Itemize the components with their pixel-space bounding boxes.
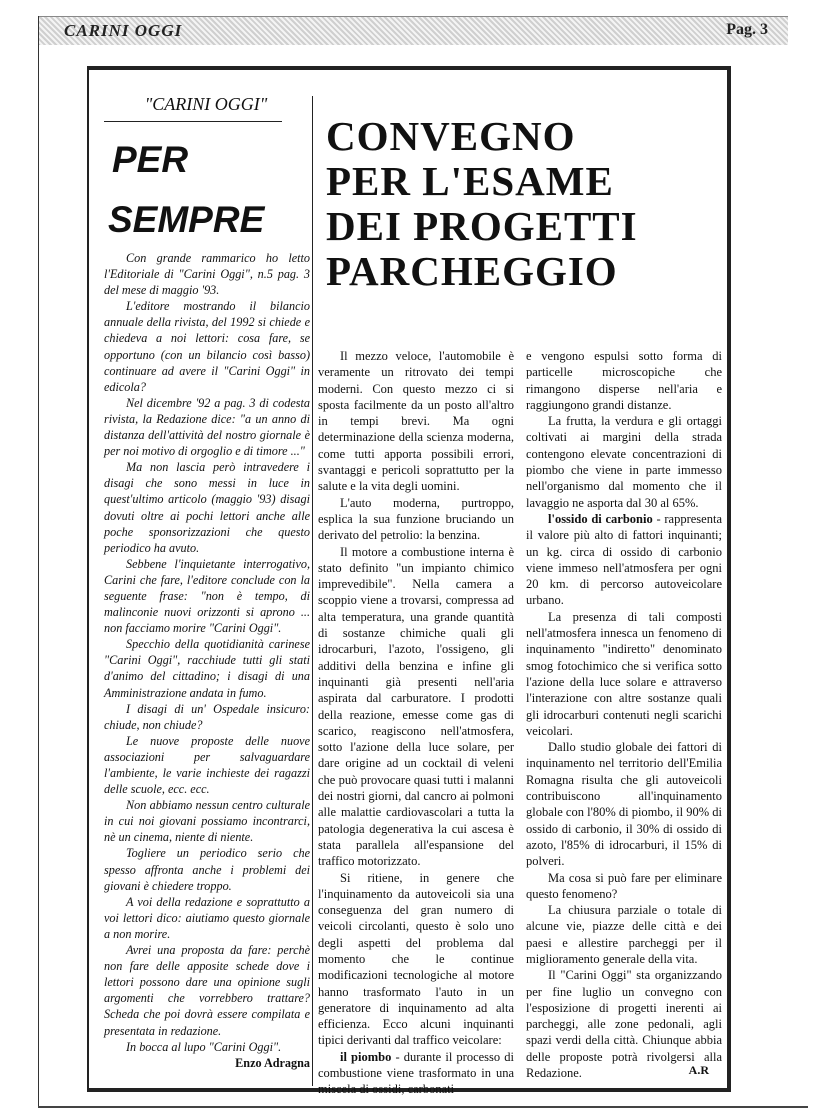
article-paragraph: Dallo studio globale dei fattori di inquinamento nel territorio dell'Emilia Romagna risulta che gli autoveicoli contribuiscono all'inquinamento globale con l'80% di piombo, il 90% di ossido di carbonio, il 30% di ossido di azoto, l'85% di idrocarburi, il 15% di polveri. <box>526 740 722 869</box>
ossido-label: l'ossido di carbonio <box>548 511 653 526</box>
page-header <box>38 16 788 45</box>
letter-body <box>104 250 310 1071</box>
article-paragraph: La frutta, la verdura e gli ortaggi coltivati ai margini della strada contengono elevate concentrazioni di piombo che viene in parte immesso nell'organismo dal momento che il lavaggio ne asporta dal 30 al 65%. <box>526 414 722 510</box>
ossido-text: - rappresenta il valore più alto di fattori inquinanti; un kg. circa di ossido di carbonio viene immeso nell'atmosfera per ogni 20 km. di percorso autoveicolare urbano. <box>526 511 722 608</box>
article-paragraph: Ma cosa si può fare per eliminare questo fenomeno? <box>526 870 722 901</box>
letter-paragraph: A voi della redazione e soprattutto a voi lettori dico: aiutiamo questo giornale a non morire. <box>104 894 310 941</box>
article-paragraph: La chiusura parziale o totale di alcune vie, piazze delle città e dei paesi e allestire parcheggi per il miglioramento generale della vita. <box>526 903 722 966</box>
left-column-kicker-wrap <box>104 92 308 116</box>
piombo-text: - durante il processo di combustione viene trasformato in una miscela di ossidi, carbonati <box>318 1049 514 1097</box>
article-paragraph: Il motore a combustione interna è stato definito "un impianto chimico imprevedibile". Nella camera a scoppio viene a trovarsi, compressa ad alta temperatura, una grande quantità di sostanze chimiche quali gli idrocarburi, l'azoto, l'ossigeno, gli additivi della benzina e infine gli inquinanti già presenti nell'aria aspirata dal carburatore. I prodotti della reazione, emesse come gas di scarico, reagiscono nell'atmosfera, sotto l'azione della luce solare, per dare origine ad un cocktail di veleni che può provocare quasi tutti i malanni dei nostri giorni, dal cancro ai polmoni alle malattie cardiovascolari a tutta la patologia degenerativa la cui ascesa è stata parallela all'espansione del traffico motorizzato. <box>318 544 514 869</box>
article-column-middle <box>318 348 514 1098</box>
bottom-line <box>38 1106 808 1108</box>
letter-paragraph: In bocca al lupo "Carini Oggi". <box>126 1039 282 1054</box>
article-paragraph: Il "Carini Oggi" sta organizzando per fine luglio un convegno con l'esposizione di progetti inerenti ai parcheggi, alle zone pedonali, agli spazi verdi della città. Chiunque abbia delle proposte potrà rivolgersi alla Redazione. <box>526 968 722 1081</box>
letter-paragraph: Avrei una proposta da fare: perchè non fare delle apposite schede dove i lettori possono dare una opinione sugli argomenti che vorrebbero trattare? Scheda che poi dovrà essere compilata e presentata in redazione. <box>104 943 310 1038</box>
kicker-rule <box>104 121 282 122</box>
article-title <box>326 114 721 294</box>
letter-paragraph: Nel dicembre '92 a pag. 3 di codesta rivista, la Redazione dice: "a un anno di distanza dell'attività del nostro giornale è per noi motivo di orgoglio e di timore ..." <box>104 395 310 459</box>
article-column-right <box>526 348 722 1081</box>
letter-paragraph: I disagi di un' Ospedale insicuro: chiude, non chiude? <box>104 701 310 732</box>
column-rule <box>312 96 313 1086</box>
title-line: DEI PROGETTI <box>326 203 638 249</box>
kicker: "CARINI OGGI" <box>144 94 268 114</box>
letter-signature: Enzo Adragna <box>235 1055 310 1070</box>
letter-paragraph: Le nuove proposte delle nuove associazioni per salvaguardare l'ambiente, le varie inchieste dei ragazzi delle scuole, ecc. ecc. <box>104 733 310 797</box>
article-paragraph: La presenza di tali composti nell'atmosfera innesca un fenomeno di inquinamento "indiretto" denominato smog fotochimico che si verifica sotto l'azione della luce solare e attraverso l'interazione con altre sostanze quali gli idrocarburi contenuti negli scarichi veicolari. <box>526 609 722 738</box>
article-paragraph: Il mezzo veloce, l'automobile è veramente un ritrovato dei tempi moderni. Con questo mezzo ci si sposta facilmente da un posto all'altro in tempi brevi. Ma ogni determinazione della scienza moderna, come tutti apporta possibili errori, svantaggi e pericoli soprattutto per la salute e la vita degli uomini. <box>318 349 514 494</box>
title-line: CONVEGNO <box>326 113 576 159</box>
letter-paragraph: Con grande rammarico ho letto l'Editoriale di "Carini Oggi", n.5 pag. 3 del mese di maggio '93. <box>104 251 310 298</box>
letter-paragraph: L'editore mostrando il bilancio annuale della rivista, del 1992 si chiede e chiedeva a noi lettori: cosa fare, se opportuno (con un bilancio così basso) continuare ad avere il "Carini Oggi" in edicola? <box>104 299 310 394</box>
article-paragraph: e vengono espulsi sotto forma di particelle microscopiche che rimangono disperse nell'aria e raggiungono grandi distanze. <box>526 349 722 412</box>
letter-paragraph: Ma non lascia però intravedere i disagi che sono messi in luce in quest'ultimo articolo (maggio '93) disagi dovuti oltre ai pochi lettori anche alle poche sponsorizzazioni che questo periodico ha avuto. <box>104 460 310 555</box>
margin-line <box>38 16 39 1108</box>
article-paragraph: L'auto moderna, purtroppo, esplica la sua funzione bruciando un derivato del petrolio: la benzina. <box>318 495 514 543</box>
title-line: PARCHEGGIO <box>326 248 618 294</box>
page-number: Pag. 3 <box>726 21 768 38</box>
letter-paragraph: Sebbene l'inquietante interrogativo, Carini che fare, l'editore conclude con la seguente frase: "non è tempo, di malinconie nuovi orizzonti si aprono ... non facciamo morire "Carini Oggi". <box>104 556 310 636</box>
article-paragraph: Si ritiene, in genere che l'inquinamento da autoveicoli sia una conseguenza del gran numero di veicoli circolanti, questo è solo uno degli aspetti del problema dal momento che le continue modificazioni tecnologiche al motore hanno trasformato l'auto in un generatore di inquinamento ad alta efficienza. Ecco alcuni inquinanti tipici derivanti dal traffico veicolare: <box>318 870 514 1048</box>
letter-paragraph: Togliere un periodico serio che spesso affronta anche i problemi dei giovani è chiedere troppo. <box>104 846 310 893</box>
masthead-logo: CARINI OGGI <box>64 21 183 40</box>
article-paragraph-ossido <box>526 511 722 609</box>
headline-sempre: SEMPRE <box>108 199 265 240</box>
title-line: PER L'ESAME <box>326 158 614 204</box>
piombo-label: il piombo <box>340 1049 392 1064</box>
article-paragraph-piombo <box>318 1049 514 1098</box>
author-initials: A.R <box>688 1063 709 1077</box>
letter-paragraph: Specchio della quotidianità carinese "Carini Oggi", racchiude tutti gli stati d'animo del cittadino; i disagi di una Amministrazione andata in fumo. <box>104 637 310 700</box>
letter-paragraph: Non abbiamo nessun centro culturale in cui noi giovani possiamo incontrarci, nè un cinema, niente di niente. <box>104 798 310 845</box>
headline-per: PER <box>112 139 189 180</box>
